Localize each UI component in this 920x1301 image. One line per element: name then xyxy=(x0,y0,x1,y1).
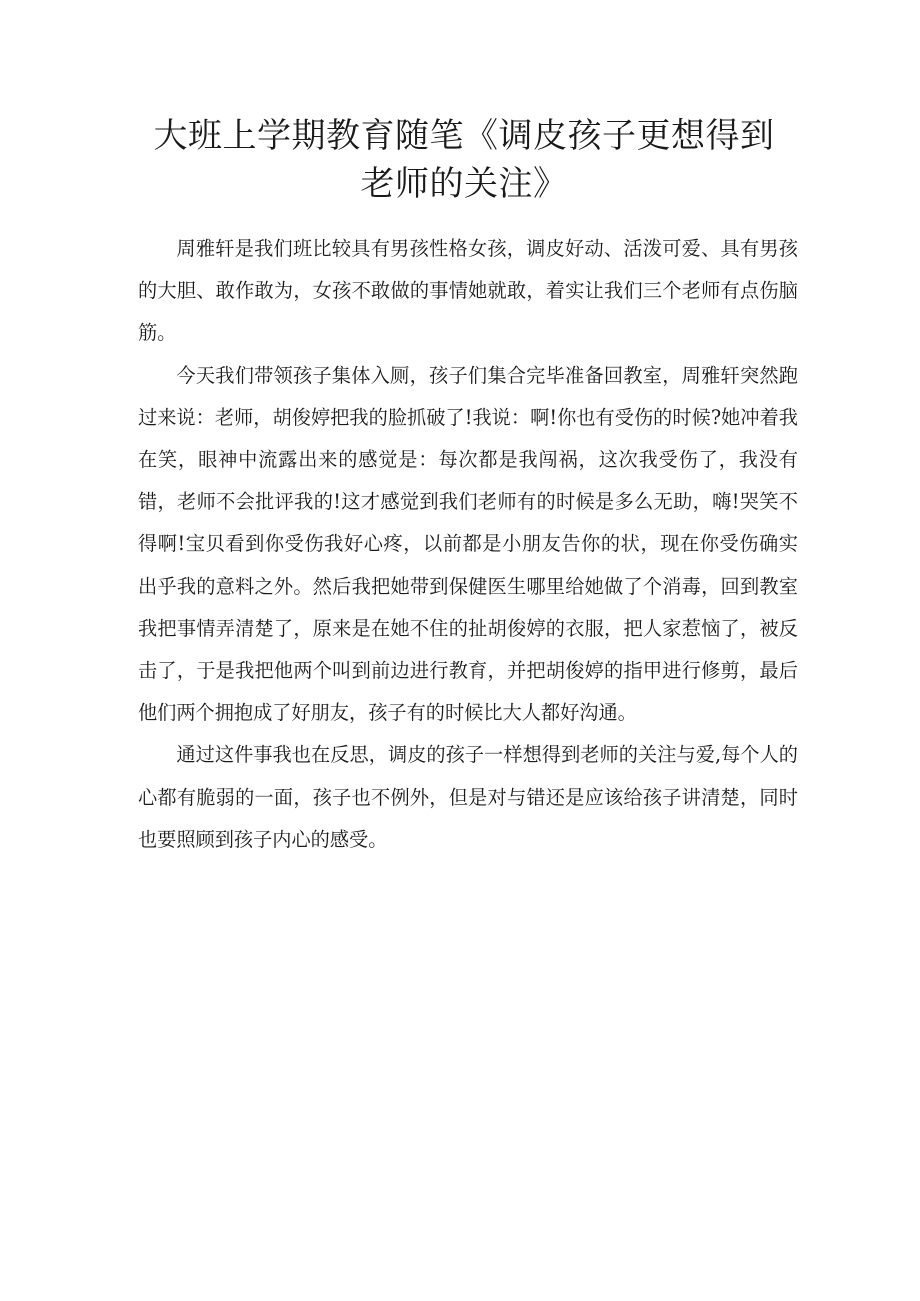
document-body xyxy=(138,228,798,861)
document-title: 大班上学期教育随笔《调皮孩子更想得到老师的关注》 xyxy=(153,116,775,204)
paragraph-1: 周雅轩是我们班比较具有男孩性格女孩，调皮好动、活泼可爱、具有男孩的大胆、敢作敢为，女孩不敢做的事情她就敢，着实让我们三个老师有点伤脑筋。 xyxy=(138,237,798,345)
paragraph-2: 今天我们带领孩子集体入厕，孩子们集合完毕准备回教室，周雅轩突然跑过来说：老师，胡俊婷把我的脸抓破了!我说：啊!你也有受伤的时候?她冲着我在笑，眼神中流露出来的感觉是：每次都是我闯祸，这次我受伤了，我没有错，老师不会批评我的!这才感觉到我们老师有的时候是多么无助，嗨!哭笑不得啊!宝贝看到你受伤我好心疼，以前都是小朋友告你的状，现在你受伤确实出乎我的意料之外。然后我把她带到保健医生哪里给她做了个消毒，回到教室我把事情弄清楚了，原来是在她不住的扯胡俊婷的衣服，把人家惹恼了，被反击了，于是我把他两个叫到前边进行教育，并把胡俊婷的指甲进行修剪，最后他们两个拥抱成了好朋友，孩子有的时候比大人都好沟通。 xyxy=(138,363,798,725)
paragraph-3: 通过这件事我也在反思，调皮的孩子一样想得到老师的关注与爱,每个人的心都有脆弱的一面，孩子也不例外，但是对与错还是应该给孩子讲清楚，同时也要照顾到孩子内心的感受。 xyxy=(138,743,798,851)
